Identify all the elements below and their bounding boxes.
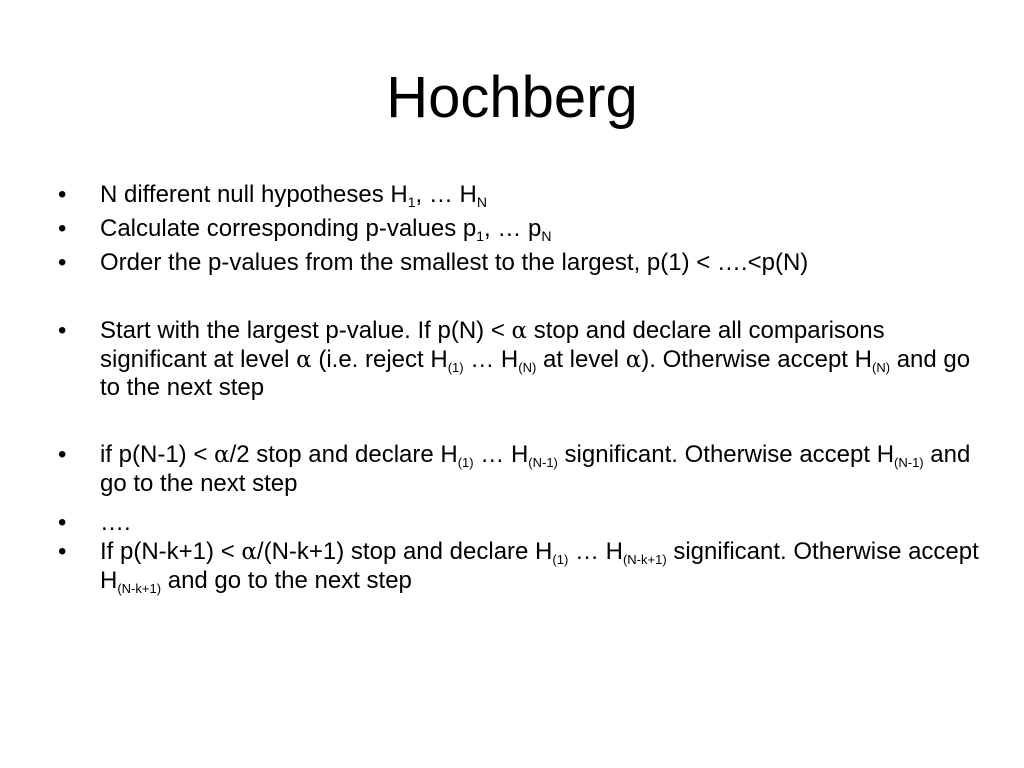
subscript: 1 <box>476 228 485 244</box>
alpha-symbol: α <box>296 346 312 373</box>
bullet-item-2 <box>58 215 980 244</box>
subscript: 1 <box>407 194 416 210</box>
bullet-item-5 <box>58 441 980 498</box>
bullet-text: /(N-k+1) stop and declare H <box>256 538 553 565</box>
alpha-symbol: α <box>214 442 230 468</box>
bullet-text: at level <box>536 345 626 373</box>
bullet-item-3 <box>58 249 980 278</box>
bullet-text: Start with the largest p-value. If p(N) < <box>100 317 512 344</box>
bullet-text: significant. Otherwise accept H <box>100 538 979 594</box>
bullet-item-4 <box>58 317 980 403</box>
subscript: (N-k+1) <box>622 552 667 567</box>
subscript: N <box>476 194 487 210</box>
bullet-text: significant. Otherwise accept H <box>557 441 895 468</box>
bullet-item-6 <box>58 509 980 538</box>
subscript: N <box>541 228 552 244</box>
bullet-dot: • <box>58 441 67 468</box>
bullet-text: … H <box>473 441 529 468</box>
bullet-text: , … p <box>484 215 542 242</box>
bullet-dot: • <box>58 317 67 344</box>
bullet-text: N different null hypotheses H <box>100 181 408 208</box>
bullet-item-1 <box>58 181 980 210</box>
subscript: (1) <box>447 359 464 375</box>
bullet-text: … H <box>568 538 623 565</box>
subscript: (1) <box>552 552 569 567</box>
subscript: (1) <box>457 455 474 470</box>
bullet-dot: • <box>58 509 67 536</box>
subscript: (N-k+1) <box>117 580 162 596</box>
bullet-dot: • <box>58 181 67 208</box>
slide-title: Hochberg <box>386 65 638 130</box>
bullet-dot: • <box>58 215 67 242</box>
bullet-item-7 <box>58 538 980 596</box>
bullet-dot: • <box>58 249 67 276</box>
bullet-text: and go to the next step <box>161 566 412 594</box>
bullet-text: , … H <box>415 181 477 208</box>
alpha-symbol: α <box>625 346 642 373</box>
subscript: (N) <box>871 359 891 375</box>
bullet-text: /2 stop and declare H <box>229 441 458 468</box>
bullet-text: and go to the next step <box>100 441 971 497</box>
bullet-dot: • <box>58 538 67 565</box>
bullet-text: If p(N-k+1) < <box>100 538 242 565</box>
bullet-text: … H <box>463 345 519 373</box>
alpha-symbol: α <box>241 539 257 565</box>
bullet-text: …. <box>100 509 131 536</box>
bullet-text: and go to the next step <box>100 345 971 401</box>
alpha-symbol: α <box>511 318 528 344</box>
subscript: (N-1) <box>528 455 558 470</box>
bullet-text: if p(N-1) < <box>100 441 215 468</box>
bullet-text: (i.e. reject H <box>311 345 448 373</box>
bullet-text: stop and declare all comparisons significant at level <box>100 317 885 373</box>
subscript: (N-1) <box>894 455 924 470</box>
bullet-text: Order the p-values from the smallest to the largest, p(1) < ….<p(N) <box>100 249 809 276</box>
bullet-text: Calculate corresponding p-values p <box>100 215 477 242</box>
subscript: (N) <box>518 359 537 375</box>
bullet-text: ). Otherwise accept H <box>641 345 872 373</box>
